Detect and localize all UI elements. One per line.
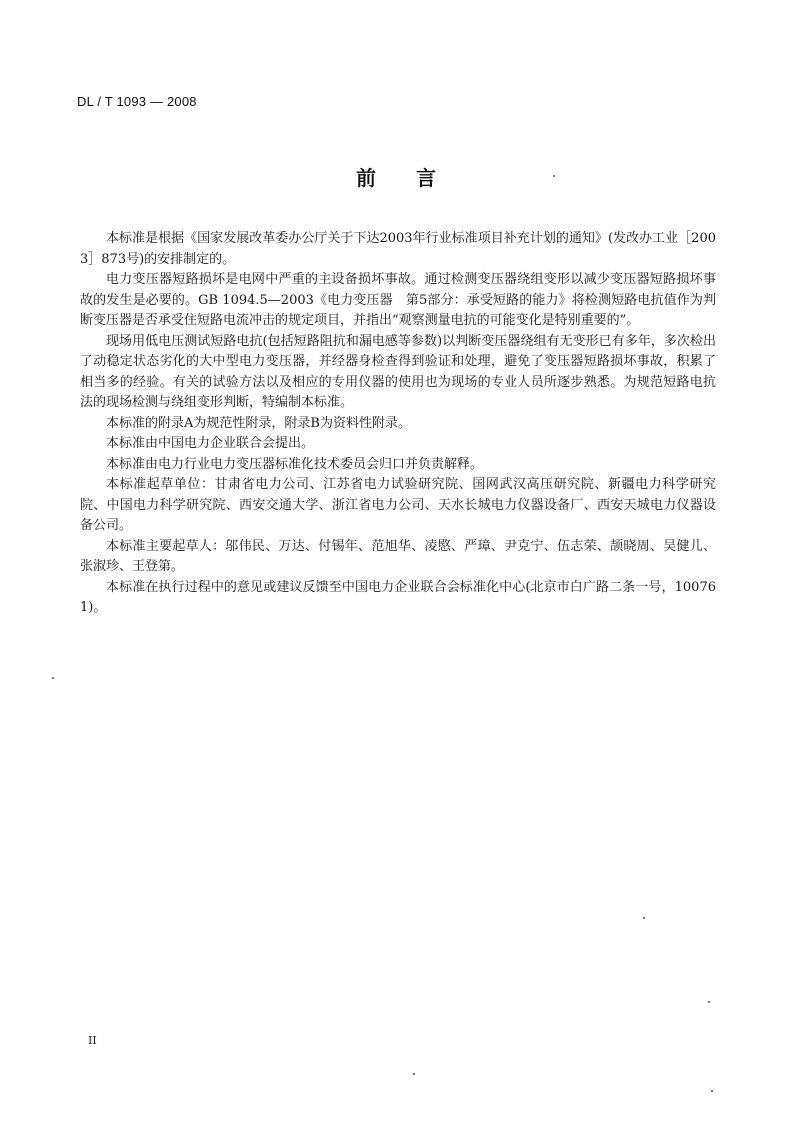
preface-body [80, 229, 716, 619]
paragraph-drafting-units: 本标准起草单位：甘肃省电力公司、江苏省电力试验研究院、国网武汉高压研究院、新疆电力科学研究院、中国电力科学研究院、西安交通大学、浙江省电力公司、天水长城电力仪器设备厂、西安天城电力仪器设备公司。 [80, 477, 716, 533]
standard-code: DL / T 1093 — 2008 [77, 94, 197, 109]
scan-speck [52, 677, 54, 679]
scan-speck [708, 1001, 710, 1003]
paragraph-appendices: 本标准的附录A为规范性附录，附录B为资料性附录。 [106, 415, 411, 431]
scan-speck [643, 917, 645, 919]
paragraph-proposer: 本标准由中国电力企业联合会提出。 [106, 436, 315, 451]
paragraph-origin: 本标准是根据《国家发展改革委办公厅关于下达2003年行业标准项目补充计划的通知》(发改办工业［2003］873号)的安排制定的。 [80, 231, 716, 267]
page-title: 前言 [356, 166, 476, 190]
scan-speck [553, 175, 555, 177]
scan-speck [711, 1090, 713, 1092]
paragraph-drafters: 本标准主要起草人：邬伟民、万达、付锡年、范旭华、凌愍、严璋、尹克宁、伍志荣、颉晓周、吴健儿、张淑珍、王登第。 [80, 538, 716, 574]
paragraph-feedback: 本标准在执行过程中的意见或建议反馈至中国电力企业联合会标准化中心(北京市白广路二条一号，100761)。 [80, 579, 716, 615]
paragraph-responsible-body: 本标准由电力行业电力变压器标准化技术委员会归口并负责解释。 [106, 456, 484, 472]
scan-speck [413, 1073, 415, 1075]
page-number: II [88, 1034, 97, 1047]
paragraph-field-practice: 现场用低电压测试短路电抗(包括短路阻抗和漏电感等参数)以判断变压器绕组有无变形已有多年，多次检出了动稳定状态劣化的大中型电力变压器，并经器身检查得到验证和处理，避免了变压器短路损坏事故，积累了相当多的经验。有关的试验方法以及相应的专用仪器的使用也为现场的专业人员所逐步熟悉。为规范短路电抗法的现场检测与绕组变形判断，特编制本标准。 [80, 333, 716, 410]
paragraph-background: 电力变压器短路损坏是电网中严重的主设备损坏事故。通过检测变压器绕组变形以减少变压器短路损坏事故的发生是必要的。GB 1094.5—2003《电力变压器 第5部分：承受短路的能力》将检测短路电抗值作为判断变压器是否承受住短路电流冲击的规定项目，并指出“观察测量电抗的可能变化是特别重要的”。 [80, 272, 716, 328]
